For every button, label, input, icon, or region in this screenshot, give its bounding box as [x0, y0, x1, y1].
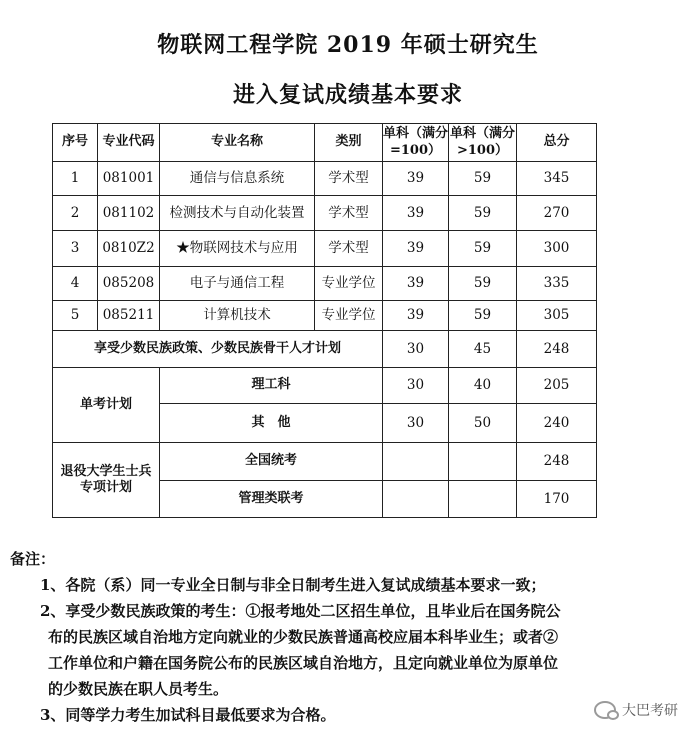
veteran-label-line2: 专项计划 [79, 480, 132, 495]
row-no: 2 [53, 196, 98, 231]
national-exam-label: 全国统考 [160, 443, 383, 481]
watermark-text: 大巴考研 [622, 703, 678, 719]
row-single-gt100: 59 [449, 231, 517, 267]
minority-row [53, 331, 597, 368]
header-cell: 类别 [315, 124, 383, 162]
veteran-label-line1: 退役大学生士兵 [60, 463, 152, 479]
notes-section [10, 546, 680, 728]
row-type: 专业学位 [315, 267, 383, 301]
row-no: 3 [53, 231, 98, 267]
note-item-2-line4: 的少数民族在职人员考生。 [48, 680, 229, 698]
note-item-3: 3、同等学力考生加试科目最低要求为合格。 [40, 706, 336, 724]
page-title-line2: 进入复试成绩基本要求 [232, 82, 463, 108]
note-item-2-line2: 布的民族区域自治地方定向就业的少数民族普通高校应届本科毕业生；或者② [48, 628, 559, 646]
other-total: 240 [517, 404, 597, 443]
row-single-100: 39 [383, 162, 449, 196]
row-no: 4 [53, 267, 98, 301]
score-requirements-table [52, 123, 597, 518]
watermark [594, 700, 678, 720]
header-cell: 单科（满分=100） [383, 124, 449, 162]
wechat-icon [594, 701, 616, 719]
header-cell: 总分 [517, 124, 597, 162]
row-single-100: 39 [383, 231, 449, 267]
management-total: 170 [517, 481, 597, 518]
other-single-100: 30 [383, 404, 449, 443]
row-single-gt100: 59 [449, 196, 517, 231]
row-major: ★物联网技术与应用 [160, 231, 315, 267]
table-row [53, 162, 597, 196]
veteran-row-national [53, 443, 597, 481]
other-label: 其 他 [160, 404, 383, 443]
row-no: 5 [53, 301, 98, 331]
science-label: 理工科 [160, 368, 383, 404]
management-single-gt100 [449, 481, 517, 518]
row-single-100: 39 [383, 301, 449, 331]
table-header-row [53, 124, 597, 162]
row-code: 0810Z2 [98, 231, 160, 267]
minority-total: 248 [517, 331, 597, 368]
row-type: 专业学位 [315, 301, 383, 331]
science-single-gt100: 40 [449, 368, 517, 404]
header-cell: 专业代码 [98, 124, 160, 162]
row-major: 通信与信息系统 [160, 162, 315, 196]
notes-heading: 备注： [10, 550, 56, 568]
minority-single-gt100: 45 [449, 331, 517, 368]
row-total: 305 [517, 301, 597, 331]
row-total: 335 [517, 267, 597, 301]
minority-label: 享受少数民族政策、少数民族骨干人才计划 [53, 331, 383, 368]
header-cell: 专业名称 [160, 124, 315, 162]
minority-single-100: 30 [383, 331, 449, 368]
row-type: 学术型 [315, 231, 383, 267]
veteran-label [53, 443, 160, 518]
header-cell: 序号 [53, 124, 98, 162]
row-total: 345 [517, 162, 597, 196]
table-row [53, 301, 597, 331]
row-single-gt100: 59 [449, 162, 517, 196]
national-single-100 [383, 443, 449, 481]
row-no: 1 [53, 162, 98, 196]
header-cell: 单科（满分>100） [449, 124, 517, 162]
row-single-100: 39 [383, 196, 449, 231]
row-code: 085208 [98, 267, 160, 301]
science-single-100: 30 [383, 368, 449, 404]
national-total: 248 [517, 443, 597, 481]
row-code: 081001 [98, 162, 160, 196]
row-single-gt100: 59 [449, 267, 517, 301]
row-major: 检测技术与自动化装置 [160, 196, 315, 231]
table-row [53, 267, 597, 301]
row-total: 300 [517, 231, 597, 267]
row-major: 电子与通信工程 [160, 267, 315, 301]
management-exam-label: 管理类联考 [160, 481, 383, 518]
row-single-100: 39 [383, 267, 449, 301]
table-row [53, 231, 597, 267]
other-single-gt100: 50 [449, 404, 517, 443]
note-item-2-line3: 工作单位和户籍在国务院公布的民族区域自治地方，且定向就业单位为原单位 [48, 654, 559, 672]
note-item-1: 1、各院（系）同一专业全日制与非全日制考生进入复试成绩基本要求一致； [40, 576, 546, 594]
row-type: 学术型 [315, 162, 383, 196]
row-major: 计算机技术 [160, 301, 315, 331]
single-exam-row-science [53, 368, 597, 404]
page-title-line1: 物联网工程学院 2019 年硕士研究生 [157, 32, 539, 58]
row-total: 270 [517, 196, 597, 231]
row-code: 081102 [98, 196, 160, 231]
management-single-100 [383, 481, 449, 518]
row-type: 学术型 [315, 196, 383, 231]
row-single-gt100: 59 [449, 301, 517, 331]
row-code: 085211 [98, 301, 160, 331]
note-item-2-line1: 2、享受少数民族政策的考生：①报考地处二区招生单位，且毕业后在国务院公 [40, 602, 561, 620]
national-single-gt100 [449, 443, 517, 481]
science-total: 205 [517, 368, 597, 404]
single-exam-label: 单考计划 [53, 368, 160, 443]
table-row [53, 196, 597, 231]
